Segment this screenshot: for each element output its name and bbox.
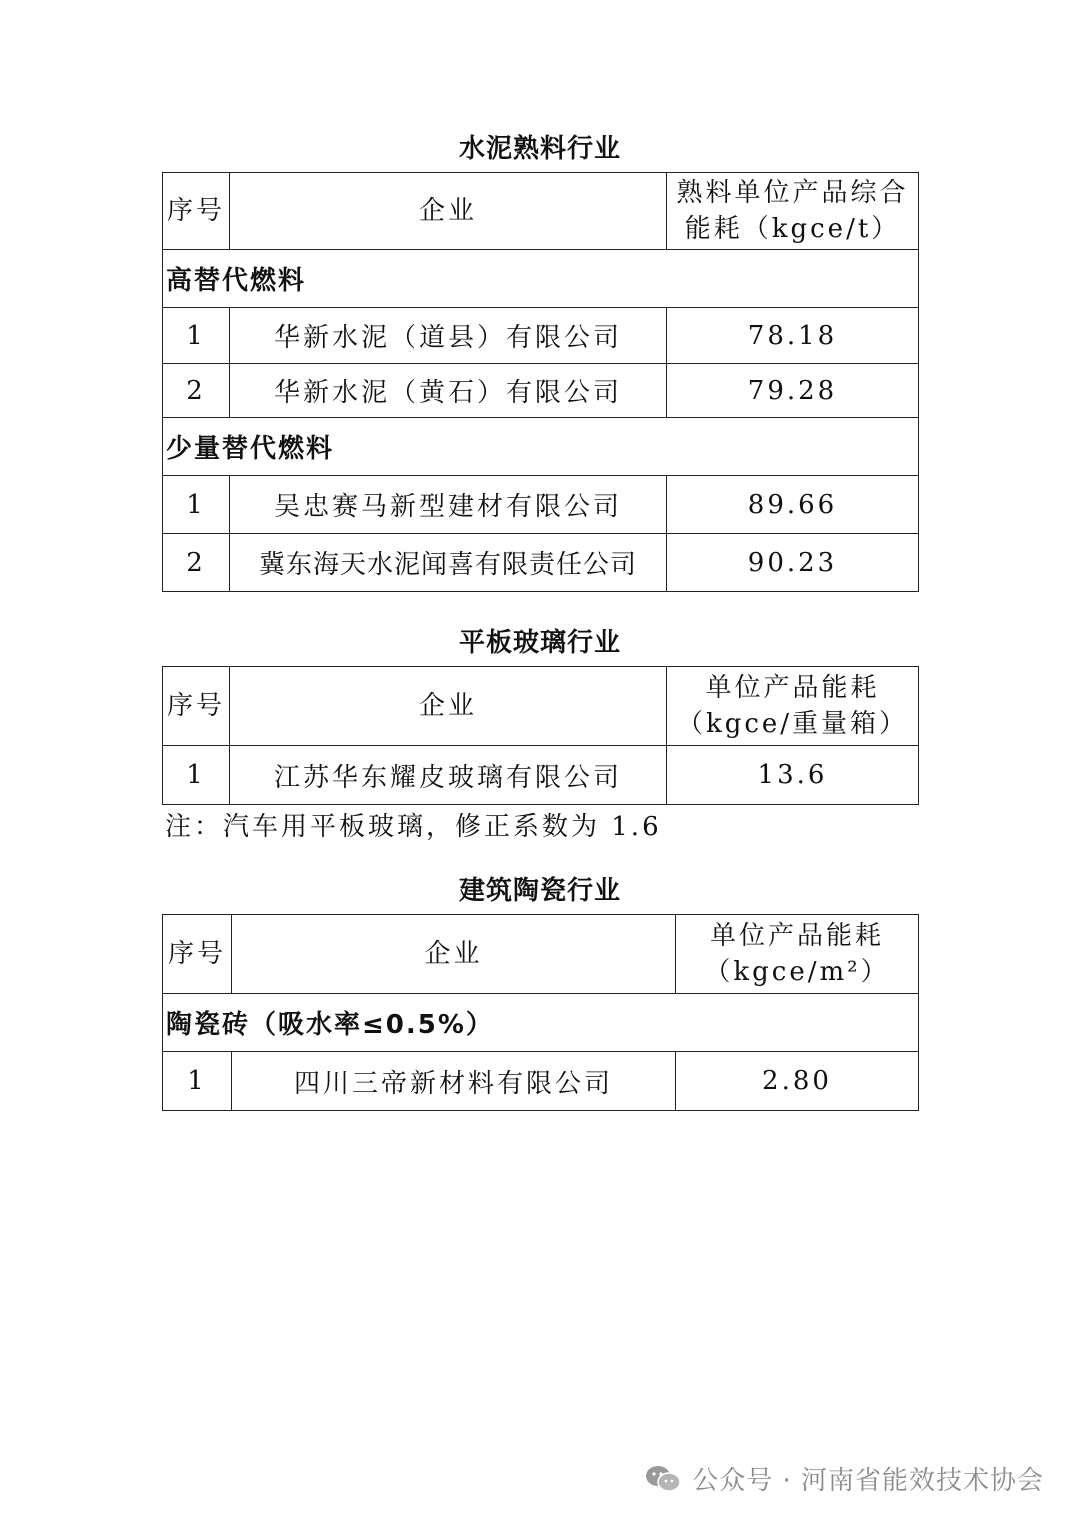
header-no: 序号 [163, 915, 232, 994]
ceramic-header-row [163, 915, 919, 994]
table-row [163, 746, 919, 805]
row-company: 四川三帝新材料有限公司 [232, 1052, 676, 1111]
row-company: 江苏华东耀皮玻璃有限公司 [230, 746, 667, 805]
glass-header-row [163, 667, 919, 746]
watermark [644, 1460, 1044, 1497]
table-row [163, 534, 919, 592]
row-no: 1 [163, 308, 230, 364]
header-company: 企业 [230, 173, 667, 250]
glass-note: 注：汽车用平板玻璃，修正系数为 1.6 [165, 812, 662, 842]
glass-section [162, 628, 918, 805]
cement-section [162, 134, 918, 592]
header-company: 企业 [232, 915, 676, 994]
table-row [163, 308, 919, 364]
row-value: 2.80 [676, 1052, 919, 1111]
row-value: 13.6 [667, 746, 919, 805]
table-row [163, 476, 919, 534]
row-no: 1 [163, 476, 230, 534]
table-row [163, 364, 919, 418]
row-value: 78.18 [667, 308, 919, 364]
row-value: 90.23 [667, 534, 919, 592]
row-company: 华新水泥（黄石）有限公司 [230, 364, 667, 418]
cement-title: 水泥熟料行业 [458, 134, 621, 164]
row-company: 华新水泥（道县）有限公司 [230, 308, 667, 364]
header-no: 序号 [163, 667, 230, 746]
row-no: 1 [163, 746, 230, 805]
ceramic-title: 建筑陶瓷行业 [458, 876, 621, 906]
wechat-icon [644, 1463, 682, 1495]
table-row [163, 1052, 919, 1111]
header-no: 序号 [163, 173, 230, 250]
glass-table [162, 666, 919, 805]
header-value: 熟料单位产品综合能耗（kgce/t） [667, 173, 919, 250]
group-label: 高替代燃料 [163, 250, 919, 308]
ceramic-section [162, 876, 918, 1111]
cement-table [162, 172, 919, 592]
row-no: 2 [163, 534, 230, 592]
group-row [163, 418, 919, 476]
row-value: 79.28 [667, 364, 919, 418]
header-value: 单位产品能耗（kgce/m²） [676, 915, 919, 994]
row-company: 冀东海天水泥闻喜有限责任公司 [230, 534, 667, 592]
row-company: 吴忠赛马新型建材有限公司 [230, 476, 667, 534]
cement-header-row [163, 173, 919, 250]
group-row [163, 250, 919, 308]
group-label: 陶瓷砖（吸水率≤0.5%） [163, 994, 919, 1052]
header-value: 单位产品能耗（kgce/重量箱） [667, 667, 919, 746]
row-no: 1 [163, 1052, 232, 1111]
header-company: 企业 [230, 667, 667, 746]
watermark-text: 公众号 · 河南省能效技术协会 [692, 1466, 1044, 1496]
row-value: 89.66 [667, 476, 919, 534]
group-label: 少量替代燃料 [163, 418, 919, 476]
ceramic-table [162, 914, 919, 1111]
row-no: 2 [163, 364, 230, 418]
glass-title: 平板玻璃行业 [458, 628, 621, 658]
group-row [163, 994, 919, 1052]
